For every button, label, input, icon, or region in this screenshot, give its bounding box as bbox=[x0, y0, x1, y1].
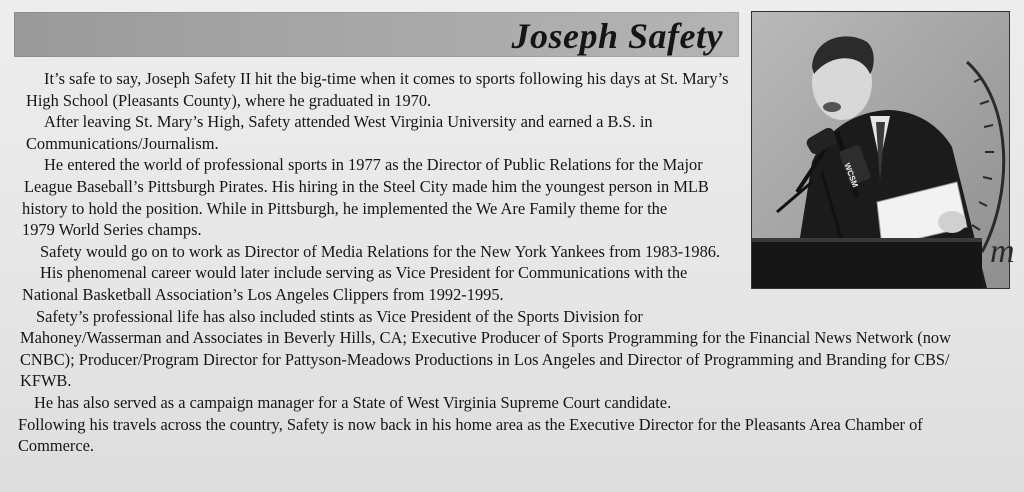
svg-text:m: m bbox=[990, 233, 1015, 270]
article-line: After leaving St. Mary’s High, Safety attended West Virginia University and earned a B.S. in bbox=[44, 112, 653, 132]
microphone-label: WCSM bbox=[842, 161, 860, 189]
article-line: National Basketball Association’s Los Angeles Clippers from 1992-1995. bbox=[22, 284, 504, 304]
article-line: It’s safe to say, Joseph Safety II hit the big-time when it comes to sports following his days at St. Mary’s bbox=[44, 69, 729, 88]
article-line: 1979 World Series champs. bbox=[22, 220, 202, 240]
page-title: Joseph Safety bbox=[511, 16, 723, 56]
article-line: Communications/Journalism. bbox=[26, 133, 219, 153]
article-line: He entered the world of professional sports in 1977 as the Director of Public Relations for the Major bbox=[44, 155, 703, 175]
article-line: High School (Pleasants County), where he graduated in 1970. bbox=[26, 90, 432, 110]
article-line: Safety would go on to work as Director of Media Relations for the New York Yankees from 1983-1986. bbox=[40, 241, 721, 261]
article-line: history to hold the position. While in Pittsburgh, he implemented the We Are Family theme for the bbox=[22, 198, 668, 218]
article-line: Following his travels across the country, Safety is now back in his home area as the Executive Director for the Pleasants Area Chamber of bbox=[18, 414, 923, 434]
title-banner bbox=[14, 12, 739, 57]
article-body bbox=[18, 68, 1018, 457]
article-line: His phenomenal career would later include serving as Vice President for Communications with the bbox=[40, 263, 688, 283]
article-line: Mahoney/Wasserman and Associates in Beverly Hills, CA; Executive Producer of Sports Programming for the Financial News Network (now bbox=[20, 328, 951, 348]
article-line: League Baseball’s Pittsburgh Pirates. His hiring in the Steel City made him the youngest person in MLB bbox=[24, 176, 709, 196]
article-line: CNBC); Producer/Program Director for Pattyson-Meadows Productions in Los Angeles and Director of Programming and Branding for CBS/ bbox=[20, 349, 950, 369]
article-line: He has also served as a campaign manager for a State of West Virginia Supreme Court candidate. bbox=[34, 392, 672, 412]
article-line: KFWB. bbox=[20, 371, 72, 391]
article-line: Safety’s professional life has also included stints as Vice President of the Sports Division for bbox=[36, 306, 643, 326]
article-line: Commerce. bbox=[18, 436, 95, 456]
